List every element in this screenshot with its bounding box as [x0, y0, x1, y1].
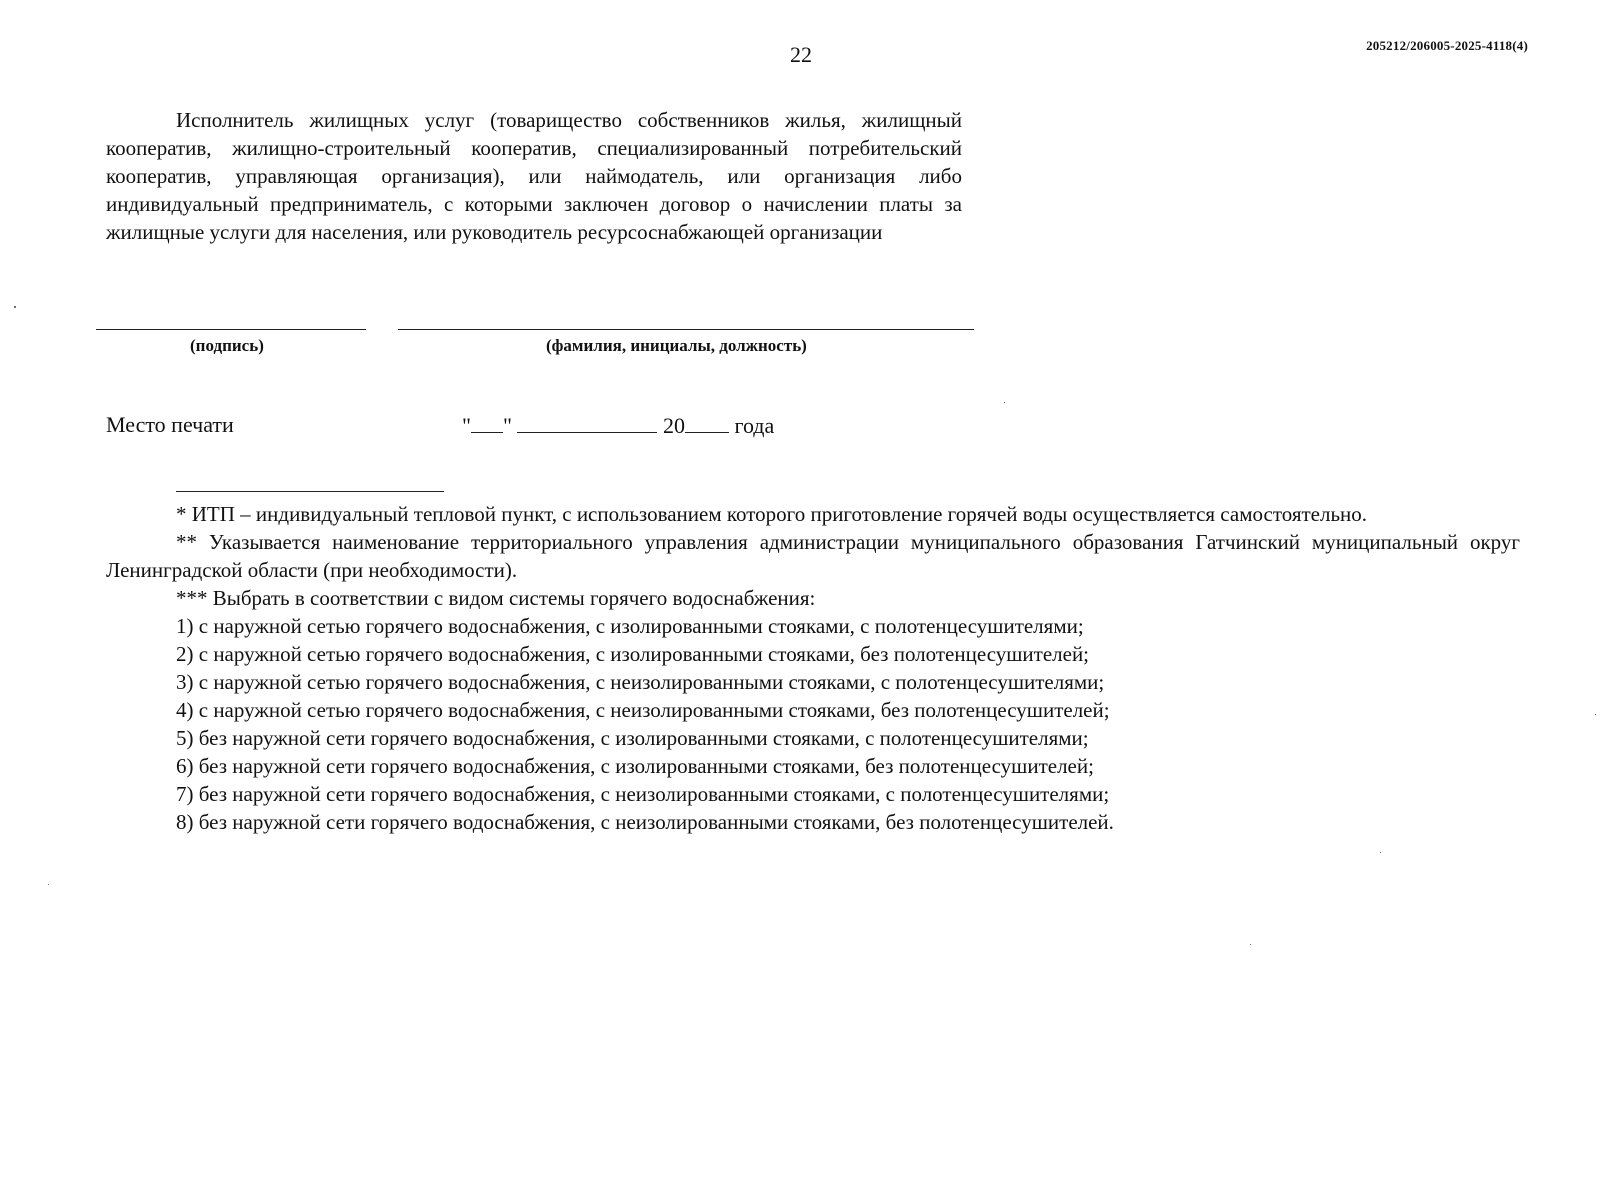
footnote-territorial: ** Указывается наименование территориального управления администрации муниципального образования Гатчинский муниципальный округ Ленинградской области (при необходимости).: [106, 530, 1520, 582]
name-position-caption: (фамилия, инициалы, должность): [546, 336, 807, 355]
list-item: 7) без наружной сети горячего водоснабжения, с неизолированными стояками, с полотенцесушителями;: [176, 782, 1110, 806]
hot-water-options: [106, 612, 1520, 836]
list-item: 6) без наружной сети горячего водоснабжения, с изолированными стояками, без полотенцесушителей;: [176, 754, 1094, 778]
name-position-line: [398, 329, 974, 330]
scan-speck: [14, 306, 16, 308]
list-item: 4) с наружной сетью горячего водоснабжения, с неизолированными стояками, без полотенцесушителей;: [176, 698, 1110, 722]
list-item: 8) без наружной сети горячего водоснабжения, с неизолированными стояками, без полотенцесушителей.: [176, 810, 1114, 834]
date-quote-open: ": [462, 413, 471, 438]
scan-speck: [1250, 944, 1251, 945]
signature-line: [96, 329, 366, 330]
footnote-itp: * ИТП – индивидуальный тепловой пункт, с использованием которого приготовление горячей воды осуществляется самостоятельно.: [176, 502, 1368, 526]
list-item: 5) без наружной сети горячего водоснабжения, с изолированными стояками, с полотенцесушителями;: [176, 726, 1089, 750]
executor-paragraph: Исполнитель жилищных услуг (товарищество собственников жилья, жилищный кооператив, жилищно-строительный кооператив, специализированный потребительский кооператив, управляющая организация), или наймодатель, или организация либо индивидуальный предприниматель, с которыми заключен договор о начислении платы за жилищные услуги для населения, или руководитель ресурсоснабжающей организации: [106, 108, 962, 244]
scan-speck: [48, 884, 49, 885]
footnotes: [106, 500, 1520, 836]
scan-speck: [1380, 852, 1381, 853]
date-line: [462, 410, 774, 439]
list-item: 3) с наружной сетью горячего водоснабжения, с неизолированными стояками, с полотенцесушителями;: [176, 670, 1105, 694]
footnote-choose: *** Выбрать в соответствии с видом системы горячего водоснабжения:: [176, 586, 816, 610]
scan-speck: [1595, 714, 1596, 715]
page-number: 22: [790, 42, 812, 67]
day-blank: [471, 410, 503, 433]
signature-caption: (подпись): [190, 336, 264, 355]
scan-speck: [1004, 402, 1005, 403]
list-item: 1) с наружной сетью горячего водоснабжения, с изолированными стояками, с полотенцесушителями;: [176, 614, 1084, 638]
stamp-place-label: Место печати: [106, 412, 234, 437]
year-suffix: года: [728, 413, 775, 438]
document-id: 205212/206005-2025-4118(4): [1366, 38, 1528, 53]
list-item: 2) с наружной сетью горячего водоснабжения, с изолированными стояками, без полотенцесушителей;: [176, 642, 1090, 666]
date-quote-close: ": [502, 413, 512, 438]
year-prefix: 20: [662, 413, 685, 438]
month-blank: [517, 410, 657, 433]
year-blank: [685, 410, 729, 433]
footnote-rule: [176, 491, 444, 492]
